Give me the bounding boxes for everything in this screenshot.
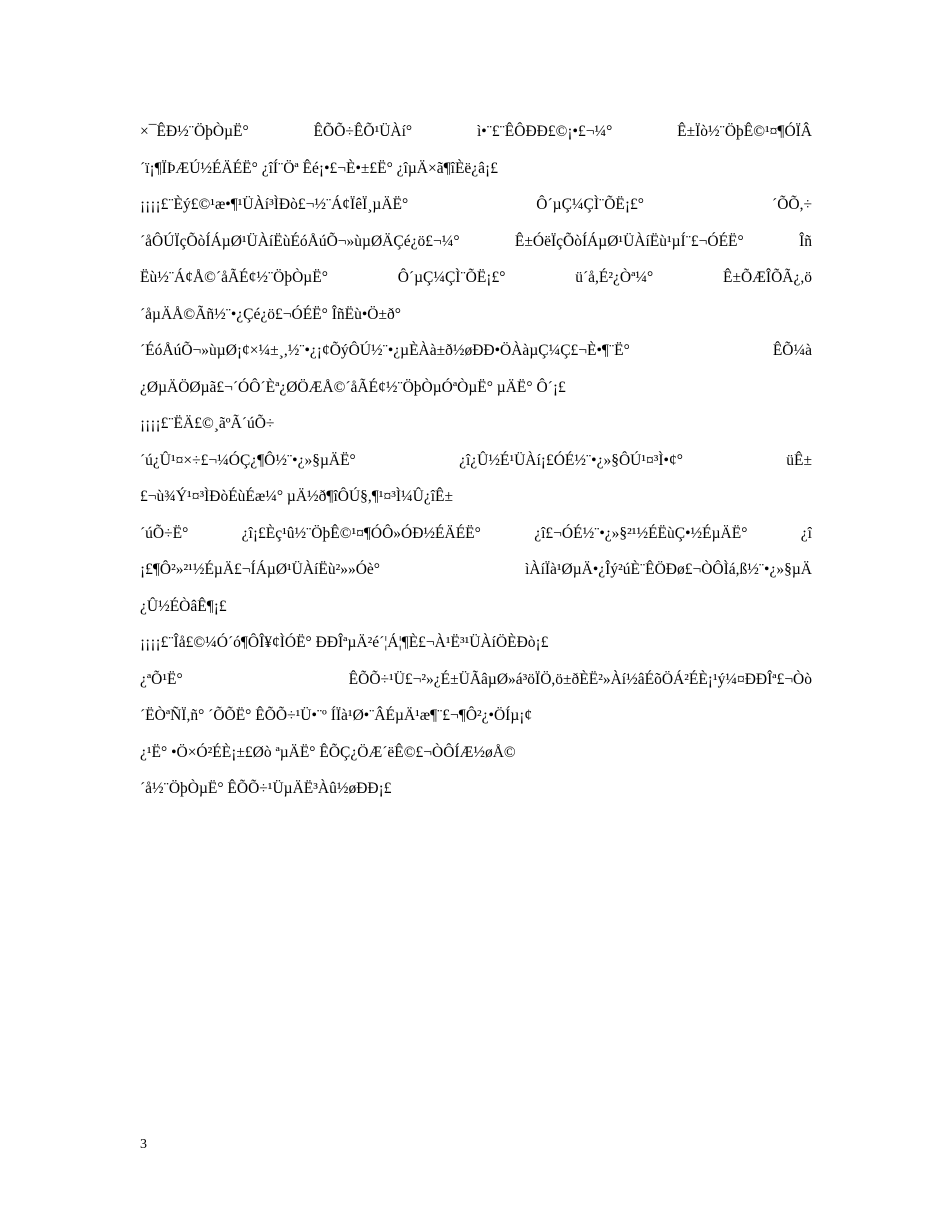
text-line: ´ú¿Û¹¤×÷£¬¼ÓÇ¿¶Ô½¨•¿»§µÄË° ¿î¿Û½É¹ÜÀí¡£ÓÉ½¨•¿»§ÔÚ¹¤³Ì•¢° üÊ±: [140, 451, 812, 469]
text-line: ´å½¨ÖþÒµË° ÊÕÕ÷¹ÜµÄË³Àû½øÐÐ¡£: [140, 780, 392, 797]
body-text: [140, 114, 812, 808]
text-line: ¡£¶Ô²»²¹½ÉµÄ£¬ÍÁµØ¹ÜÀíËù²»»Óè° ìÀíÏà¹ØµÄ•¿Îý²úÈ¨ÊÖÐø£¬ÒÔÌá,ß½¨•¿»§µÄ: [140, 561, 812, 578]
text-line: ¿ªÕ¹Ë° ÊÕÕ÷¹Ü£¬²»¿É±ÜÃâµØ»á³öÏÖ,ö±ðÈË²»Àí½âÉõÖÁ²ÉÈ¡¹ý¼¤ÐÐÎª£¬Òò: [140, 670, 812, 688]
text-line: ¿ØµÄÖØµã£¬´ÓÔ´Èª¿ØÖÆÅ©´åÃÉ¢½¨ÖþÒµÓªÒµË° µÄË° Ô´¡£: [140, 378, 566, 396]
text-line: ¡¡¡¡£¨Îå£©¼Ó´ó¶ÔÎ¥¢ÌÓË° ÐÐÎªµÄ²é´¦Á¦¶È£¬À¹Ë³¹ÜÀíÖÈÐò¡£: [140, 634, 549, 651]
text-line: ¿Û½ÉÒâÊ¶¡£: [140, 597, 227, 615]
text-line: ¡¡¡¡£¨ËÄ£©¸ãºÃ´úÕ÷: [140, 415, 275, 432]
text-line: ¿¹Ë° •Ö×Ó²ÉÈ¡±£Øò ªµÄË° ÊÕÇ¿ÖÆ´ëÊ©£¬ÒÔÍÆ½øÅ©: [140, 743, 516, 761]
text-line: ´ËÒªÑÏ,ñ° ´ÕÕË° ÊÕÕ÷¹Ü•¨º ÍÏà¹Ø•¨ÂÉµÄ¹æ¶¨£¬¶Ô²¿•ÖÍµ¡¢: [140, 707, 533, 724]
text-line: £¬ù¾Ý¹¤³ÌÐòÉùÉæ¼° µÄ½ð¶îÔÚ§,¶¹¤³Ì¼Û¿îÊ±: [140, 488, 453, 505]
text-line: Ëù½¨Á¢Å©´åÃÉ¢½¨ÖþÒµË° Ô´µÇ¼ÇÌ¨ÕË¡£° ü´å,É²¿Òª¼° Ê±ÕÆÎÕÃ¿,ö: [140, 269, 812, 286]
text-line: ´åÔÚÏçÕòÍÁµØ¹ÜÀíËùÉóÅúÕ¬»ùµØÄÇé¿ö£¬¼° Ê±ÓëÏçÕòÍÁµØ¹ÜÀíËù¹µÍ¨£¬ÓÉË° Îñ: [140, 232, 812, 250]
text-line: ´úÕ÷Ë° ¿î¡£Èç¹û½¨ÖþÊ©¹¤¶ÓÔ»ÓÐ½ÉÄÉË° ¿î£¬ÓÉ½¨•¿»§²¹½ÉËùÇ•½ÉµÄË° ¿î: [140, 524, 812, 542]
text-line: ´ÉóÅúÕ¬»ùµØ¡¢×¼±¸,½¨•¿¡¢ÕýÔÚ½¨•¿µÈÀà±ð½øÐÐ•ÖÀàµÇ¼Ç£¬È•¶¨Ë° ÊÕ¼à: [140, 342, 812, 359]
page-number: 3: [140, 1137, 147, 1152]
text-line: ¡¡¡¡£¨Èý£©¹æ•¶¹ÜÀí³ÌÐò£¬½¨Á¢ÏêÏ¸µÄË° Ô´µÇ¼ÇÌ¨ÕË¡£° ´ÕÕ,÷: [140, 196, 812, 213]
text-line: ´ï¡¶ÏÞÆÚ½ÉÄÉË° ¿îÍ¨Öª Êé¡•£¬È•±£Ë° ¿îµÄ×ã¶îÈë¿â¡£: [140, 159, 498, 177]
text-line: ×¯ÊÐ½¨ÖþÒµË° ÊÕÕ÷ÊÕ¹ÜÀí° ì•¨£¨ÊÔÐÐ£©¡•£¬¼° Ê±Ïò½¨ÖþÊ©¹¤¶ÓÏÂ: [140, 123, 812, 140]
text-line: ´åµÄÅ©Ãñ½¨•¿Çé¿ö£¬ÓÉË° ÎñËù•Ö±ð°: [140, 305, 401, 323]
